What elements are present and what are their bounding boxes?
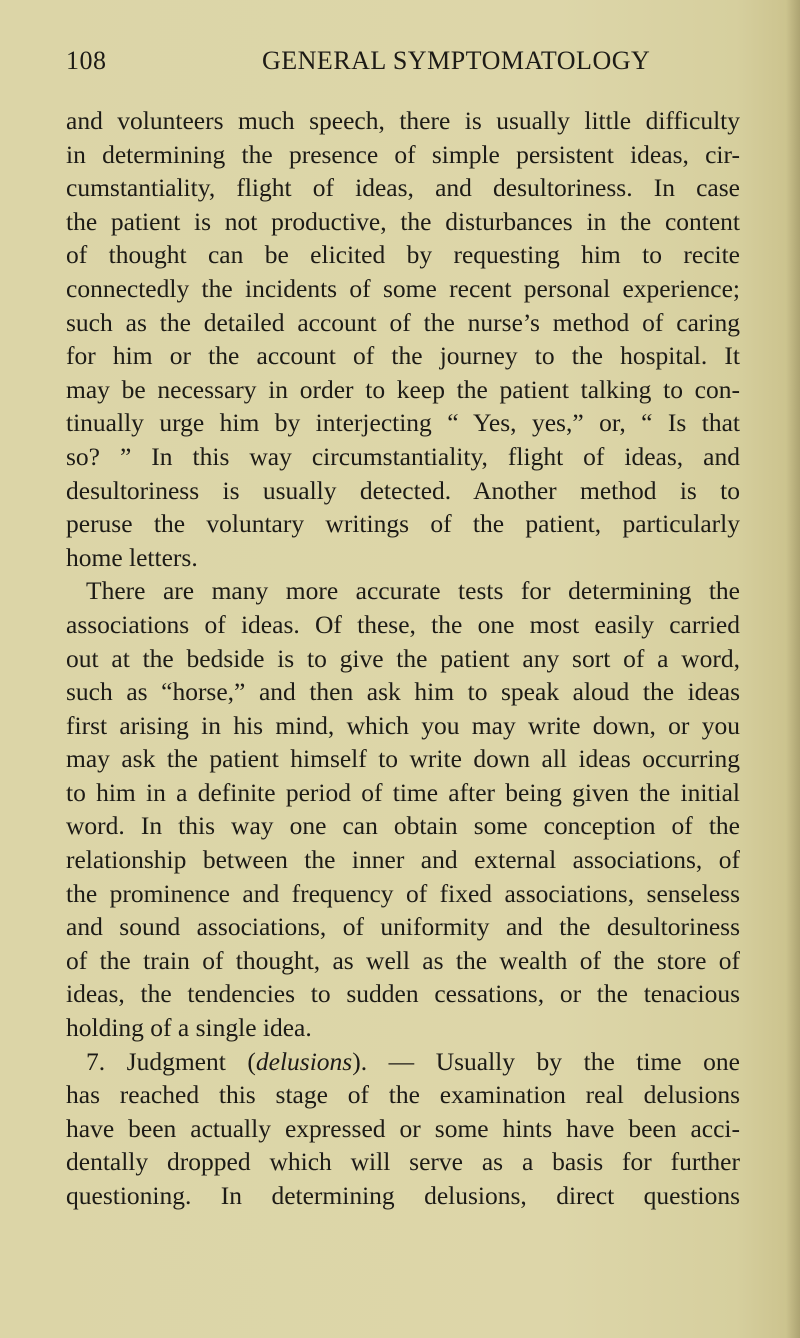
open-paren: ( [247, 1046, 256, 1076]
text-line: peruse the voluntary writings of the patient, particularly [66, 509, 740, 539]
text-line: the patient is not productive, the disturbances in the content [66, 206, 740, 236]
text-line: associations of ideas. Of these, the one most easily carried [66, 609, 740, 639]
judgment-heading-line [66, 1045, 740, 1079]
text-line: to him in a definite period of time after being given the initial [66, 777, 740, 807]
text-line: ideas, the tendencies to sudden cessations, or the tenacious [66, 979, 740, 1009]
text-line: questioning. In determining delusions, direct questions [66, 1181, 740, 1210]
text-line: home letters. [66, 542, 198, 572]
text-line: relationship between the inner and external associations, of [66, 845, 740, 875]
text-line: desultoriness is usually detected. Another method is to [66, 475, 740, 505]
italic-term: delusions [255, 1046, 353, 1076]
text-line: word. In this way one can obtain some conception of the [66, 811, 740, 841]
text-line: of thought can be elicited by requesting him to recite [66, 240, 740, 270]
text-line: first arising in his mind, which you may write down, or you [66, 710, 740, 740]
heading-continuation: ). — Usually by the time one [352, 1046, 740, 1076]
text-line: connectedly the incidents of some recent personal experience; [66, 273, 740, 303]
text-line: such as “horse,” and then ask him to speak aloud the ideas [66, 677, 740, 707]
text-line: such as the detailed account of the nurse’s method of caring [66, 307, 740, 337]
text-line: cumstantiality, flight of ideas, and desultoriness. In case [66, 173, 740, 203]
text-line: the prominence and frequency of fixed associations, senseless [66, 878, 740, 908]
page-number: 108 [66, 46, 107, 75]
page-header [66, 46, 766, 86]
text-line: has reached this stage of the examination real delusions [66, 1080, 740, 1110]
body-text [66, 104, 740, 1213]
text-line: may ask the patient himself to write down all ideas occurring [66, 744, 740, 774]
text-line: may be necessary in order to keep the patient talking to con- [66, 374, 740, 404]
text-line: have been actually expressed or some hints have been acci- [66, 1113, 740, 1143]
page-edge-shadow [786, 0, 800, 1338]
text-line: and sound associations, of uniformity and the desultoriness [66, 912, 740, 942]
text-line: tinually urge him by interjecting “ Yes, yes,” or, “ Is that [66, 408, 740, 438]
text-line: out at the bedside is to give the patient any sort of a word, [66, 643, 740, 673]
text-line: for him or the account of the journey to the hospital. It [66, 341, 740, 371]
section-heading: 7. Judgment [86, 1046, 248, 1076]
text-line: dentally dropped which will serve as a basis for further [66, 1147, 740, 1177]
text-line: and volunteers much speech, there is usually little difficulty [66, 106, 740, 135]
running-head: GENERAL SYMPTOMATOLOGY [262, 46, 651, 75]
text-line: of the train of thought, as well as the wealth of the store of [66, 945, 740, 975]
text-line: in determining the presence of simple persistent ideas, cir- [66, 139, 740, 169]
text-line: There are many more accurate tests for determining the [86, 576, 740, 606]
text-line: holding of a single idea. [66, 1013, 312, 1043]
text-line: so? ” In this way circumstantiality, flight of ideas, and [66, 441, 740, 471]
